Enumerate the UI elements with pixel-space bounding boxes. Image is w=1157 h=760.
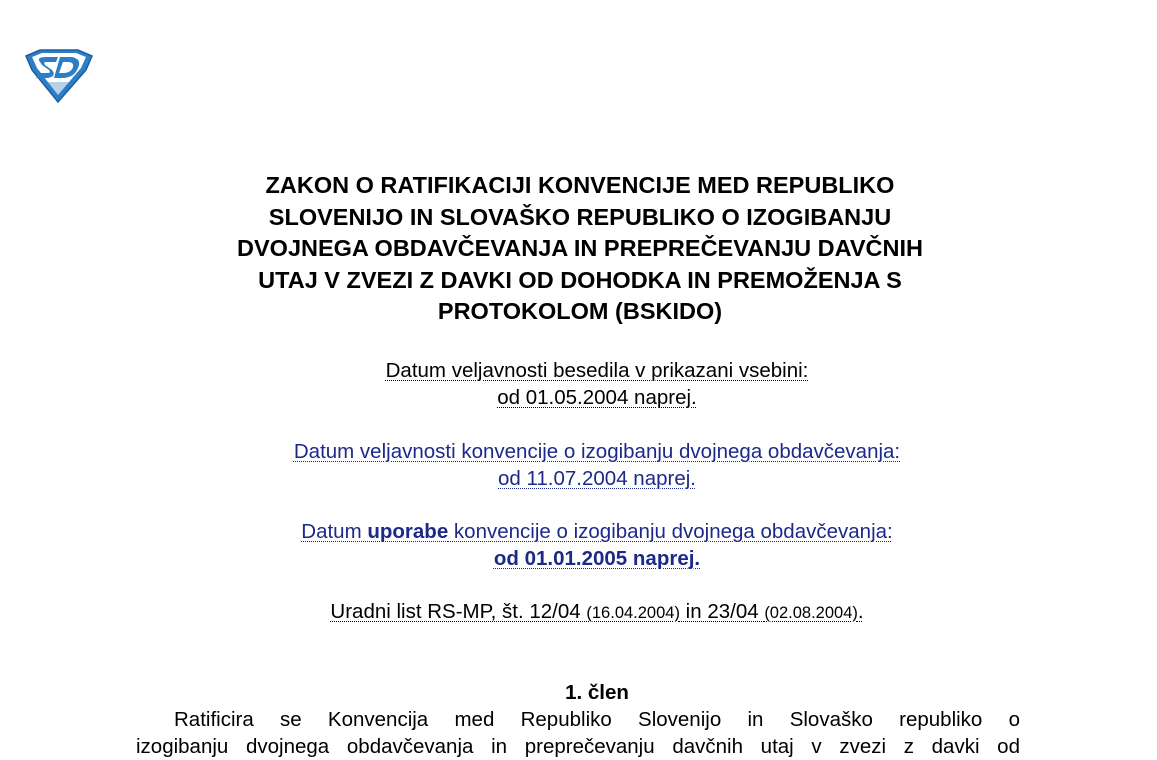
- article-text-line-2: izogibanju dvojnega obdavčevanja in preprečevanju davčnih utaj v zvezi z davki od: [136, 735, 1020, 758]
- title-line-4: UTAJ V ZVEZI Z DAVKI OD DOHODKA IN PREMOŽENJA S: [258, 266, 902, 293]
- text-validity-label[interactable]: Datum veljavnosti besedila v prikazani vsebini:: [385, 359, 809, 382]
- gazette-date-2: (02.08.2004): [764, 604, 858, 622]
- convention-usage-label[interactable]: [100, 518, 1094, 545]
- text-validity-value[interactable]: od 01.05.2004 naprej.: [497, 386, 697, 409]
- convention-usage-block: [100, 518, 1094, 572]
- convention-validity-value[interactable]: od 11.07.2004 naprej.: [498, 467, 696, 490]
- gazette-reference: [100, 598, 1094, 627]
- gazette-part-1: Uradni list RS-MP, št. 12/04: [330, 600, 587, 623]
- gazette-date-1: (16.04.2004): [586, 604, 680, 622]
- convention-validity-label[interactable]: Datum veljavnosti konvencije o izogibanju dvojnega obdavčevanja:: [293, 440, 901, 463]
- text-validity-block: [100, 357, 1094, 411]
- title-line-2: SLOVENIJO IN SLOVAŠKO REPUBLIKO O IZOGIBANJU: [268, 203, 892, 230]
- convention-usage-value[interactable]: od 01.01.2005 naprej.: [493, 547, 701, 570]
- gazette-part-2: in 23/04: [679, 600, 765, 623]
- gazette-end: .: [857, 600, 864, 623]
- title-line-5: PROTOKOLOM (BSKIDO): [437, 298, 723, 325]
- title-line-3: DVOJNEGA OBDAVČEVANJA IN PREPREČEVANJU DAVČNIH: [237, 235, 923, 262]
- document-title: [160, 170, 1000, 328]
- title-line-1: ZAKON O RATIFIKACIJI KONVENCIJE MED REPUBLIKO: [265, 172, 895, 198]
- usage-label-rest: konvencije o izogibanju dvojnega obdavčevanja:: [448, 520, 893, 543]
- gazette-link[interactable]: [100, 598, 1094, 627]
- usage-label-bold: uporabe: [367, 520, 449, 543]
- usage-label-part: Datum: [301, 520, 368, 543]
- convention-validity-block: [100, 438, 1094, 492]
- article-heading: 1. člen: [565, 681, 629, 704]
- article-text-line-1: Ratificira se Konvencija med Republiko Slovenijo in Slovaško republiko o: [174, 708, 1020, 731]
- sd-logo: [22, 48, 96, 104]
